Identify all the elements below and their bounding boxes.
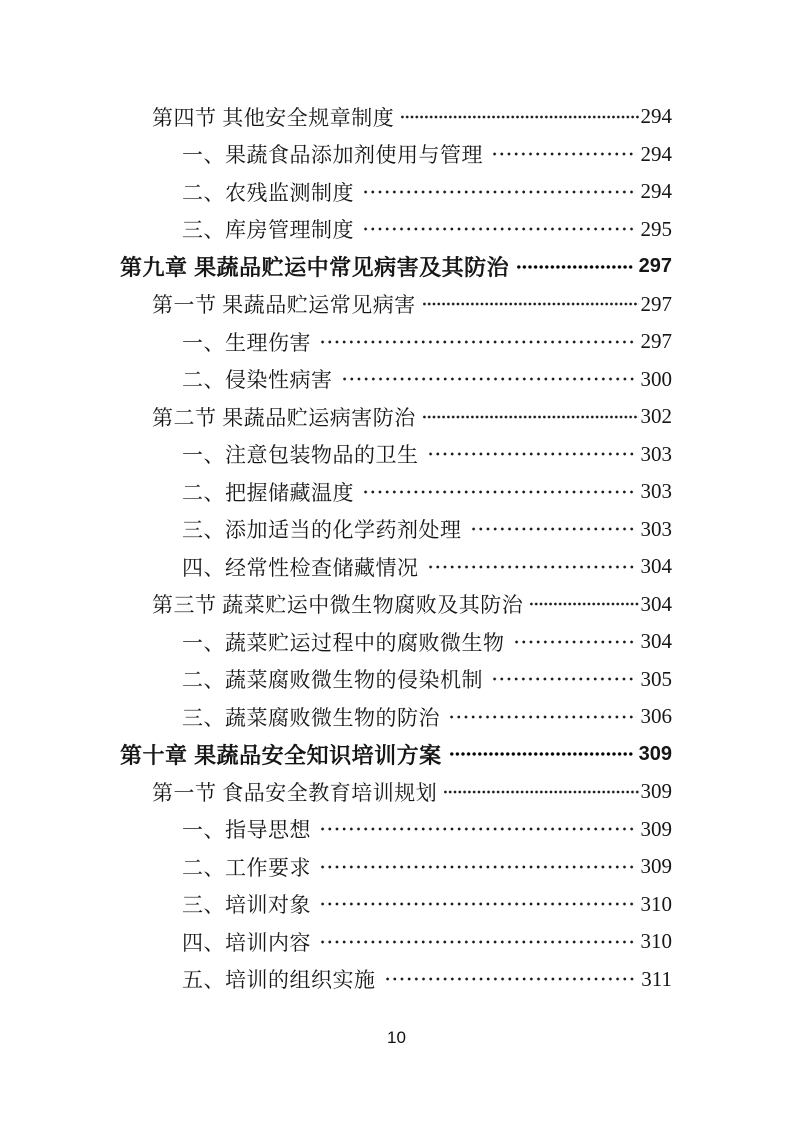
toc-entry-page: 297	[640, 329, 672, 354]
toc-entry-page: 309	[640, 854, 672, 879]
toc-entry	[120, 98, 672, 136]
dot-leader	[426, 436, 637, 474]
toc-entry-label: 二、工作要求	[182, 855, 311, 880]
toc-entry-label: 一、果蔬食品添加剂使用与管理	[182, 143, 483, 168]
toc-entry-page: 294	[640, 104, 672, 129]
toc-entry-page: 297	[640, 291, 672, 316]
dot-leader	[361, 211, 637, 249]
dot-leader	[469, 511, 637, 549]
toc-entry-page: 311	[641, 966, 672, 991]
dot-leader	[442, 773, 638, 811]
toc-entry-label: 第二节 果蔬品贮运病害防治	[152, 405, 416, 430]
dot-leader	[447, 698, 637, 736]
toc-entry	[120, 286, 672, 324]
toc-entry	[120, 736, 672, 774]
toc-entry	[120, 473, 672, 511]
toc-entry	[120, 661, 672, 699]
dot-leader	[361, 173, 637, 211]
toc-entry-page: 303	[640, 441, 672, 466]
toc-entry-page: 304	[640, 591, 672, 616]
toc-entry	[120, 323, 672, 361]
toc-entry	[120, 886, 672, 924]
toc-entry	[120, 136, 672, 174]
toc-entry	[120, 961, 672, 999]
toc-entry	[120, 211, 672, 249]
toc-entry-label: 三、库房管理制度	[182, 218, 354, 243]
toc-entry-label: 五、培训的组织实施	[182, 968, 376, 993]
toc-entry-label: 一、生理伤害	[182, 330, 311, 355]
toc-entry-page: 294	[640, 179, 672, 204]
toc-entry-page: 304	[640, 554, 672, 579]
toc-entry-page: 303	[640, 479, 672, 504]
toc-entry	[120, 623, 672, 661]
toc-entry	[120, 698, 672, 736]
toc-entry-label: 二、农残监测制度	[182, 180, 354, 205]
dot-leader	[426, 548, 637, 586]
toc-entry-page: 304	[640, 629, 672, 654]
toc-entry-label: 一、蔬菜贮运过程中的腐败微生物	[182, 630, 505, 655]
page-number: 10	[387, 1028, 406, 1047]
toc-entry	[120, 923, 672, 961]
toc-entry	[120, 511, 672, 549]
dot-leader	[528, 586, 638, 624]
toc-entry-label: 一、指导思想	[182, 818, 311, 843]
toc-entry-label: 四、经常性检查储藏情况	[182, 555, 419, 580]
toc-entry-page: 303	[640, 516, 672, 541]
dot-leader	[512, 623, 637, 661]
toc-entry-label: 三、培训对象	[182, 893, 311, 918]
toc-entry	[120, 398, 672, 436]
toc-entry-page: 302	[640, 404, 672, 429]
toc-entry	[120, 811, 672, 849]
toc-entry-page: 295	[640, 216, 672, 241]
dot-leader	[318, 811, 637, 849]
page-footer	[0, 1028, 793, 1048]
toc-entry-label: 一、注意包装物品的卫生	[182, 443, 419, 468]
dot-leader	[318, 923, 637, 961]
toc-entry	[120, 586, 672, 624]
dot-leader	[340, 361, 637, 399]
toc-entry	[120, 848, 672, 886]
toc-entry-label: 第四节 其他安全规章制度	[152, 105, 395, 130]
dot-leader	[361, 473, 637, 511]
toc-entry-label: 四、培训内容	[182, 930, 311, 955]
toc-entry-label: 第三节 蔬菜贮运中微生物腐败及其防治	[152, 593, 524, 618]
toc-entry-page: 294	[640, 141, 672, 166]
toc-entry-page: 309	[640, 779, 672, 804]
table-of-contents	[120, 98, 672, 998]
toc-entry-page: 310	[640, 929, 672, 954]
toc-entry	[120, 361, 672, 399]
dot-leader	[490, 661, 637, 699]
toc-entry-page: 310	[640, 891, 672, 916]
toc-entry	[120, 436, 672, 474]
toc-entry-label: 三、蔬菜腐败微生物的防治	[182, 705, 440, 730]
dot-leader	[448, 736, 634, 774]
toc-entry-label: 三、添加适当的化学药剂处理	[182, 518, 462, 543]
dot-leader	[383, 961, 638, 999]
dot-leader	[421, 398, 639, 436]
toc-entry	[120, 548, 672, 586]
toc-entry-page: 309	[638, 742, 672, 765]
dot-leader	[318, 848, 637, 886]
dot-leader	[318, 886, 637, 924]
toc-entry-page: 297	[638, 255, 672, 278]
toc-entry-page: 300	[640, 366, 672, 391]
toc-entry	[120, 248, 672, 286]
toc-entry-label: 二、侵染性病害	[182, 368, 333, 393]
toc-entry	[120, 173, 672, 211]
toc-entry	[120, 773, 672, 811]
toc-entry-label: 二、蔬菜腐败微生物的侵染机制	[182, 668, 483, 693]
toc-entry-label: 第九章 果蔬品贮运中常见病害及其防治	[120, 255, 510, 281]
dot-leader	[399, 98, 638, 136]
toc-entry-page: 309	[640, 816, 672, 841]
toc-entry-page: 306	[640, 704, 672, 729]
dot-leader	[515, 248, 634, 286]
dot-leader	[318, 323, 637, 361]
toc-entry-label: 第十章 果蔬品安全知识培训方案	[120, 742, 442, 768]
toc-entry-label: 二、把握储藏温度	[182, 480, 354, 505]
toc-entry-label: 第一节 食品安全教育培训规划	[152, 780, 438, 805]
toc-entry-label: 第一节 果蔬品贮运常见病害	[152, 293, 416, 318]
dot-leader	[421, 286, 639, 324]
toc-entry-page: 305	[640, 666, 672, 691]
dot-leader	[490, 136, 637, 174]
